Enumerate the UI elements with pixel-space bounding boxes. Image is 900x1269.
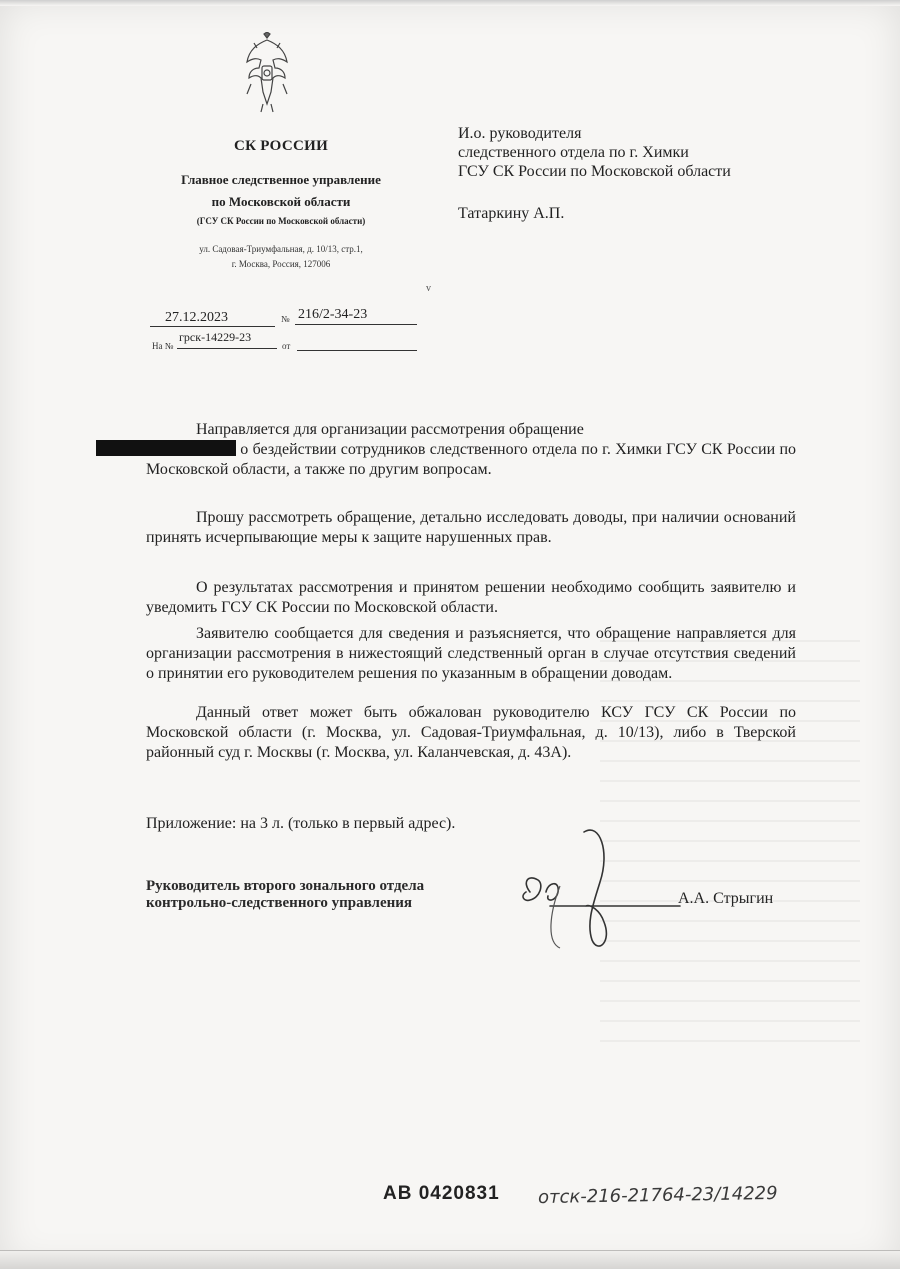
addressee-line-1: И.о. руководителя [458,125,582,142]
addressee-line-3: ГСУ СК России по Московской области [458,163,731,180]
org-short-name: (ГСУ СК России по Московской области) [196,216,366,226]
addressee-line-2: следственного отдела по г. Химки [458,144,689,161]
handwritten-reference: отск-216-21764-23/14229 [537,1182,778,1209]
paragraph-5: Данный ответ может быть обжалован руководителю КСУ ГСУ СК России по Московской области (г. Москва, ул. Садовая-Триумфальная, д. 10/13), либо в Тверской районный суд г. Москвы (г. Москва, ул. Каланчевская, д. 43А). [146,704,796,761]
outgoing-date: 27.12.2023 [165,310,228,325]
page-bottom-edge [0,1250,900,1269]
org-line-1: Главное следственное управление [181,172,381,187]
paragraph-1-rest: о бездействии сотрудников следственного отдела по г. Химки ГСУ СК России по Московской области, а также по другим вопросам. [146,441,796,478]
page-top-edge [0,0,900,6]
signer-title-line-1: Руководитель второго зонального отдела [146,878,425,894]
ref-date-underline [297,349,417,351]
ref-number-underline [177,347,277,349]
attachment-note: Приложение: на 3 л. (только в первый адрес). [146,815,456,832]
signer-title-line-2: контрольно-следственного управления [146,895,413,911]
number-label: № [281,314,290,324]
outgoing-number: 216/2-34-23 [298,307,368,322]
ref-from-label: от [282,341,291,351]
form-serial-number: АВ 0420831 [383,1183,500,1204]
coat-of-arms-emblem [243,32,291,116]
paragraph-4: Заявителю сообщается для сведения и разъясняется, что обращение направляется для организации рассмотрения в нижестоящий следственный орган в случае отсутствия сведений о принятии его руководителем решения по указанным в обращении доводам. [146,625,796,682]
address-line-2: г. Москва, Россия, 127006 [231,259,331,269]
reverse-side-bleed-through [600,640,860,1060]
redacted-name-block [96,440,236,456]
org-name: СК РОССИИ [233,138,329,154]
date-underline [150,325,275,327]
signer-title [146,878,424,912]
org-address [150,242,412,272]
org-line-2: по Московской области [211,194,351,209]
paragraph-3: О результатах рассмотрения и принятом решении необходимо сообщить заявителю и уведомить ГСУ СК России по Московской области. [146,579,796,616]
address-line-1: ул. Садовая-Триумфальная, д. 10/13, стр.1, [199,244,363,254]
ref-number: грск-14229-23 [179,330,252,344]
tick-mark: v [426,283,431,294]
addressee-name: Татаркину А.П. [458,205,565,222]
addressee-block [458,124,838,223]
organization-header [130,138,432,229]
number-underline [295,323,417,325]
paragraph-1-start: Направляется для организации рассмотрения обращение [196,421,584,438]
paragraph-1 [146,420,796,480]
ref-label: На № [152,341,174,351]
signer-name: А.А. Стрыгин [678,890,774,907]
paragraph-2: Прошу рассмотреть обращение, детально исследовать доводы, при наличии оснований принять исчерпывающие меры к защите нарушенных прав. [146,509,796,546]
